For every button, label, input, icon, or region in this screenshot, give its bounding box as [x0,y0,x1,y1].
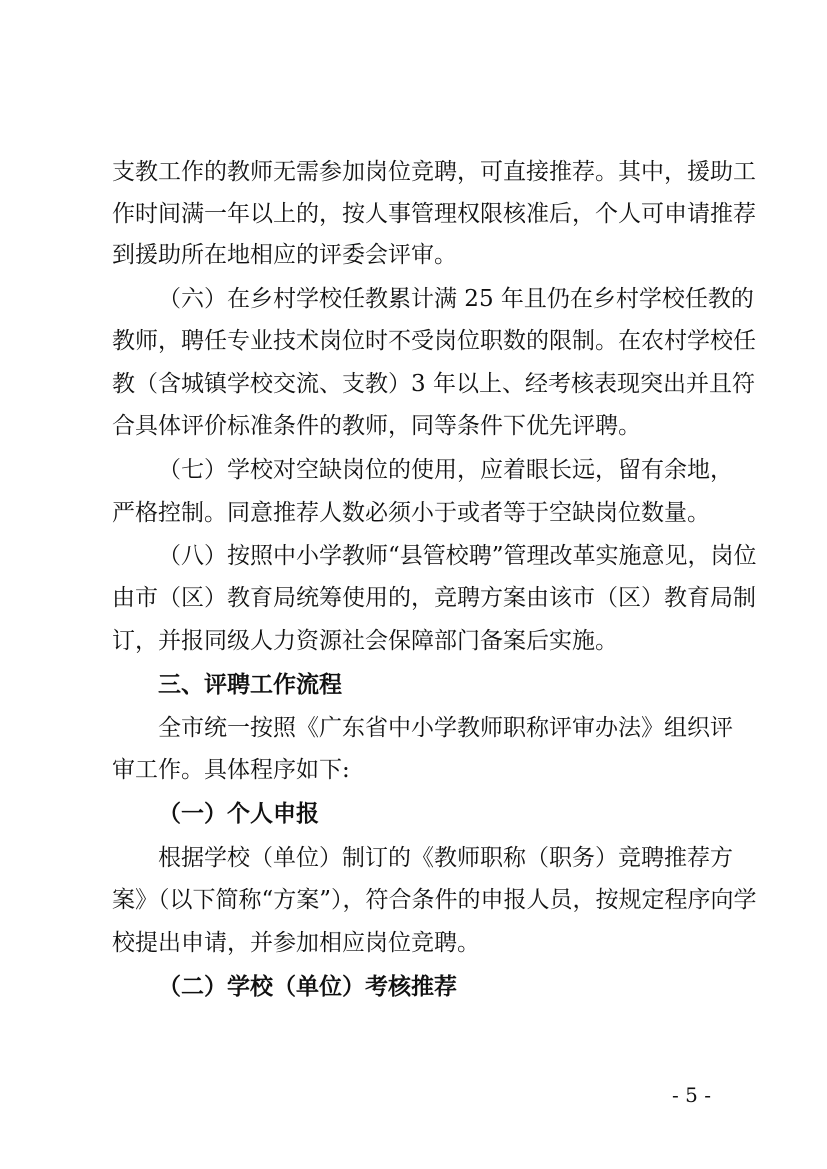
paragraph-line: 到援助所在地相应的评委会评审。 [112,242,457,268]
paragraph-line: 根据学校（单位）制订的《教师职称（职务）竞聘推荐方 [158,845,733,871]
page-number: - 5 - [672,1083,711,1107]
paragraph-line: 全市统一按照《广东省中小学教师职称评审办法》组织评 [158,715,733,741]
section-heading: 三、评聘工作流程 [158,672,342,698]
paragraph-line: 教师，聘任专业技术岗位时不受岗位职数的限制。在农村学校任 [112,328,756,354]
paragraph-line: 由市（区）教育局统筹使用的，竞聘方案由该市（区）教育局制 [112,585,756,611]
subsection-heading: （二）学校（单位）考核推荐 [158,973,457,1000]
subsection-heading: （一）个人申报 [158,800,319,827]
paragraph-line: 教（含城镇学校交流、支教）3 年以上、经考核表现突出并且符 [112,371,755,397]
paragraph-line: 作时间满一年以上的，按人事管理权限核准后，个人可申请推荐 [112,201,756,227]
paragraph-line: 合具体评价标准条件的教师，同等条件下优先评聘。 [112,413,641,439]
paragraph-line: 严格控制。同意推荐人数必须小于或者等于空缺岗位数量。 [112,500,710,526]
paragraph-line: 审工作。具体程序如下: [112,757,350,783]
paragraph-line: （七）学校对空缺岗位的使用，应着眼长远，留有余地， [158,457,733,483]
paragraph-line: 支教工作的教师无需参加岗位竞聘，可直接推荐。其中，援助工 [112,159,756,185]
paragraph-line: （六）在乡村学校任教累计满 25 年且仍在乡村学校任教的 [158,286,754,312]
paragraph-line: 校提出申请，并参加相应岗位竞聘。 [112,930,480,956]
paragraph-line: 案》（以下简称“方案”），符合条件的申报人员，按规定程序向学 [112,887,757,913]
paragraph-line: 订，并报同级人力资源社会保障部门备案后实施。 [112,628,618,654]
paragraph-line: （八）按照中小学教师“县管校聘”管理改革实施意见，岗位 [158,543,757,569]
